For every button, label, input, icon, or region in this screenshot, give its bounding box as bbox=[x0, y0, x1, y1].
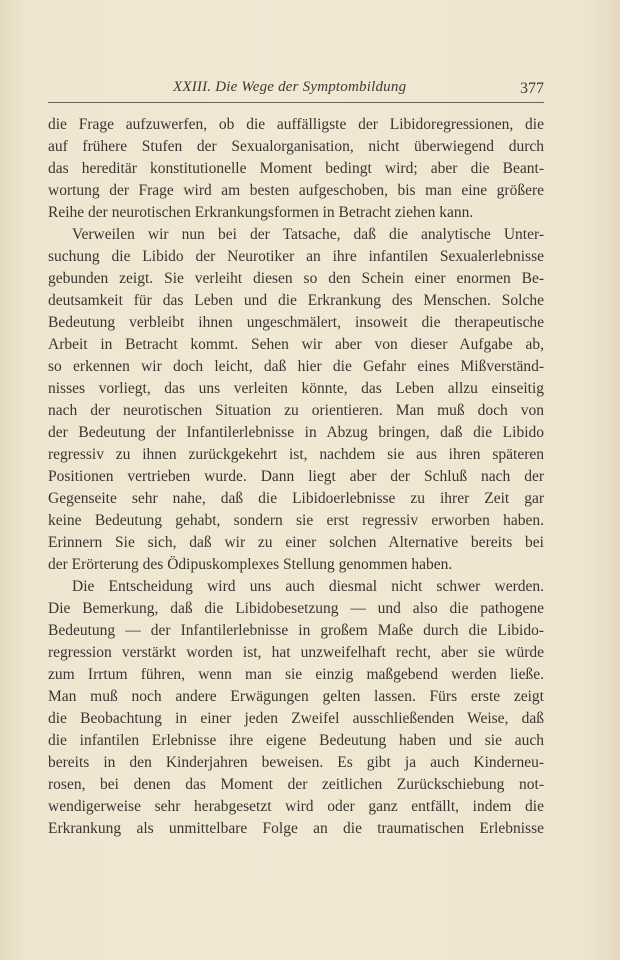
text-line: nach der neurotischen Situation zu orientieren. Man muß doch von bbox=[48, 402, 544, 419]
text-line: keine Bedeutung gehabt, sondern sie erst regressiv erworben haben. bbox=[48, 512, 544, 529]
text-line: Reihe der neurotischen Erkrankungsformen in Betracht ziehen kann. bbox=[48, 204, 474, 221]
text-line: Die Bemerkung, daß die Libidobesetzung — und also die pathogene bbox=[48, 600, 544, 617]
text-line: Bedeutung verbleibt ihnen ungeschmälert, insoweit die therapeutische bbox=[48, 314, 544, 331]
text-line: Gegenseite sehr nahe, daß die Libidoerlebnisse zu ihrer Zeit gar bbox=[48, 490, 544, 507]
text-line: zum Irrtum führen, wenn man sie einzig maßgebend werden ließe. bbox=[48, 666, 544, 683]
text-line: nisses vorliegt, das uns verleiten könnte, das Leben allzu einseitig bbox=[48, 380, 544, 397]
text-line: suchung die Libido der Neurotiker an ihre infantilen Sexualerlebnisse bbox=[48, 248, 544, 265]
page-header bbox=[48, 79, 544, 101]
header-rule bbox=[48, 102, 544, 103]
text-line: Man muß noch andere Erwägungen gelten lassen. Fürs erste zeigt bbox=[48, 688, 544, 705]
text-line: deutsamkeit für das Leben und die Erkrankung des Menschen. Solche bbox=[48, 292, 544, 309]
text-line: Arbeit in Betracht kommt. Sehen wir aber von dieser Aufgabe ab, bbox=[48, 336, 544, 353]
text-line: Erinnern Sie sich, daß wir zu einer solchen Alternative bereits bei bbox=[48, 534, 544, 551]
text-line: wortung der Frage wird am besten aufgeschoben, bis man eine größere bbox=[48, 182, 544, 199]
page-number: 377 bbox=[520, 80, 544, 97]
text-line: die Frage aufzuwerfen, ob die auffälligste der Libidoregressionen, die bbox=[48, 116, 544, 133]
text-line: der Bedeutung der Infantilerlebnisse in Abzug bringen, daß die Libido bbox=[48, 424, 544, 441]
text-line: bereits in den Kinderjahren beweisen. Es gibt ja auch Kinderneu- bbox=[48, 754, 544, 771]
text-line: regression verstärkt worden ist, hat unzweifelhaft recht, aber sie würde bbox=[48, 644, 544, 661]
text-line: so erkennen wir doch leicht, daß hier die Gefahr eines Mißverständ- bbox=[48, 358, 544, 375]
text-line: Positionen vertrieben wurde. Dann liegt aber der Schluß nach der bbox=[48, 468, 544, 485]
text-line: die infantilen Erlebnisse ihre eigene Bedeutung haben und sie auch bbox=[48, 732, 544, 749]
text-line: rosen, bei denen das Moment der zeitlichen Zurückschiebung not- bbox=[48, 776, 544, 793]
text-line: Erkrankung als unmittelbare Folge an die traumatischen Erlebnisse bbox=[48, 820, 544, 837]
body-text bbox=[48, 114, 544, 840]
text-line: gebunden zeigt. Sie verleiht diesen so den Schein einer enormen Be- bbox=[48, 270, 544, 287]
text-line: Bedeutung — der Infantilerlebnisse in großem Maße durch die Libido- bbox=[48, 622, 544, 639]
running-head: XXIII. Die Wege der Symptombildung bbox=[173, 79, 407, 95]
text-line: die Beobachtung in einer jeden Zweifel ausschließenden Weise, daß bbox=[48, 710, 544, 727]
text-line: Verweilen wir nun bei der Tatsache, daß die analytische Unter- bbox=[72, 226, 544, 243]
text-line: regressiv zu ihnen zurückgekehrt ist, nachdem sie aus ihren späteren bbox=[48, 446, 544, 463]
text-line: das hereditär konstitutionelle Moment bedingt wird; aber die Beant- bbox=[48, 160, 544, 177]
text-line: Die Entscheidung wird uns auch diesmal nicht schwer werden. bbox=[72, 578, 544, 595]
text-line: wendigerweise sehr herabgesetzt wird oder ganz entfällt, indem die bbox=[48, 798, 544, 815]
text-line: auf frühere Stufen der Sexualorganisation, nicht überwiegend durch bbox=[48, 138, 544, 155]
text-line: der Erörterung des Ödipuskomplexes Stellung genommen haben. bbox=[48, 556, 453, 573]
